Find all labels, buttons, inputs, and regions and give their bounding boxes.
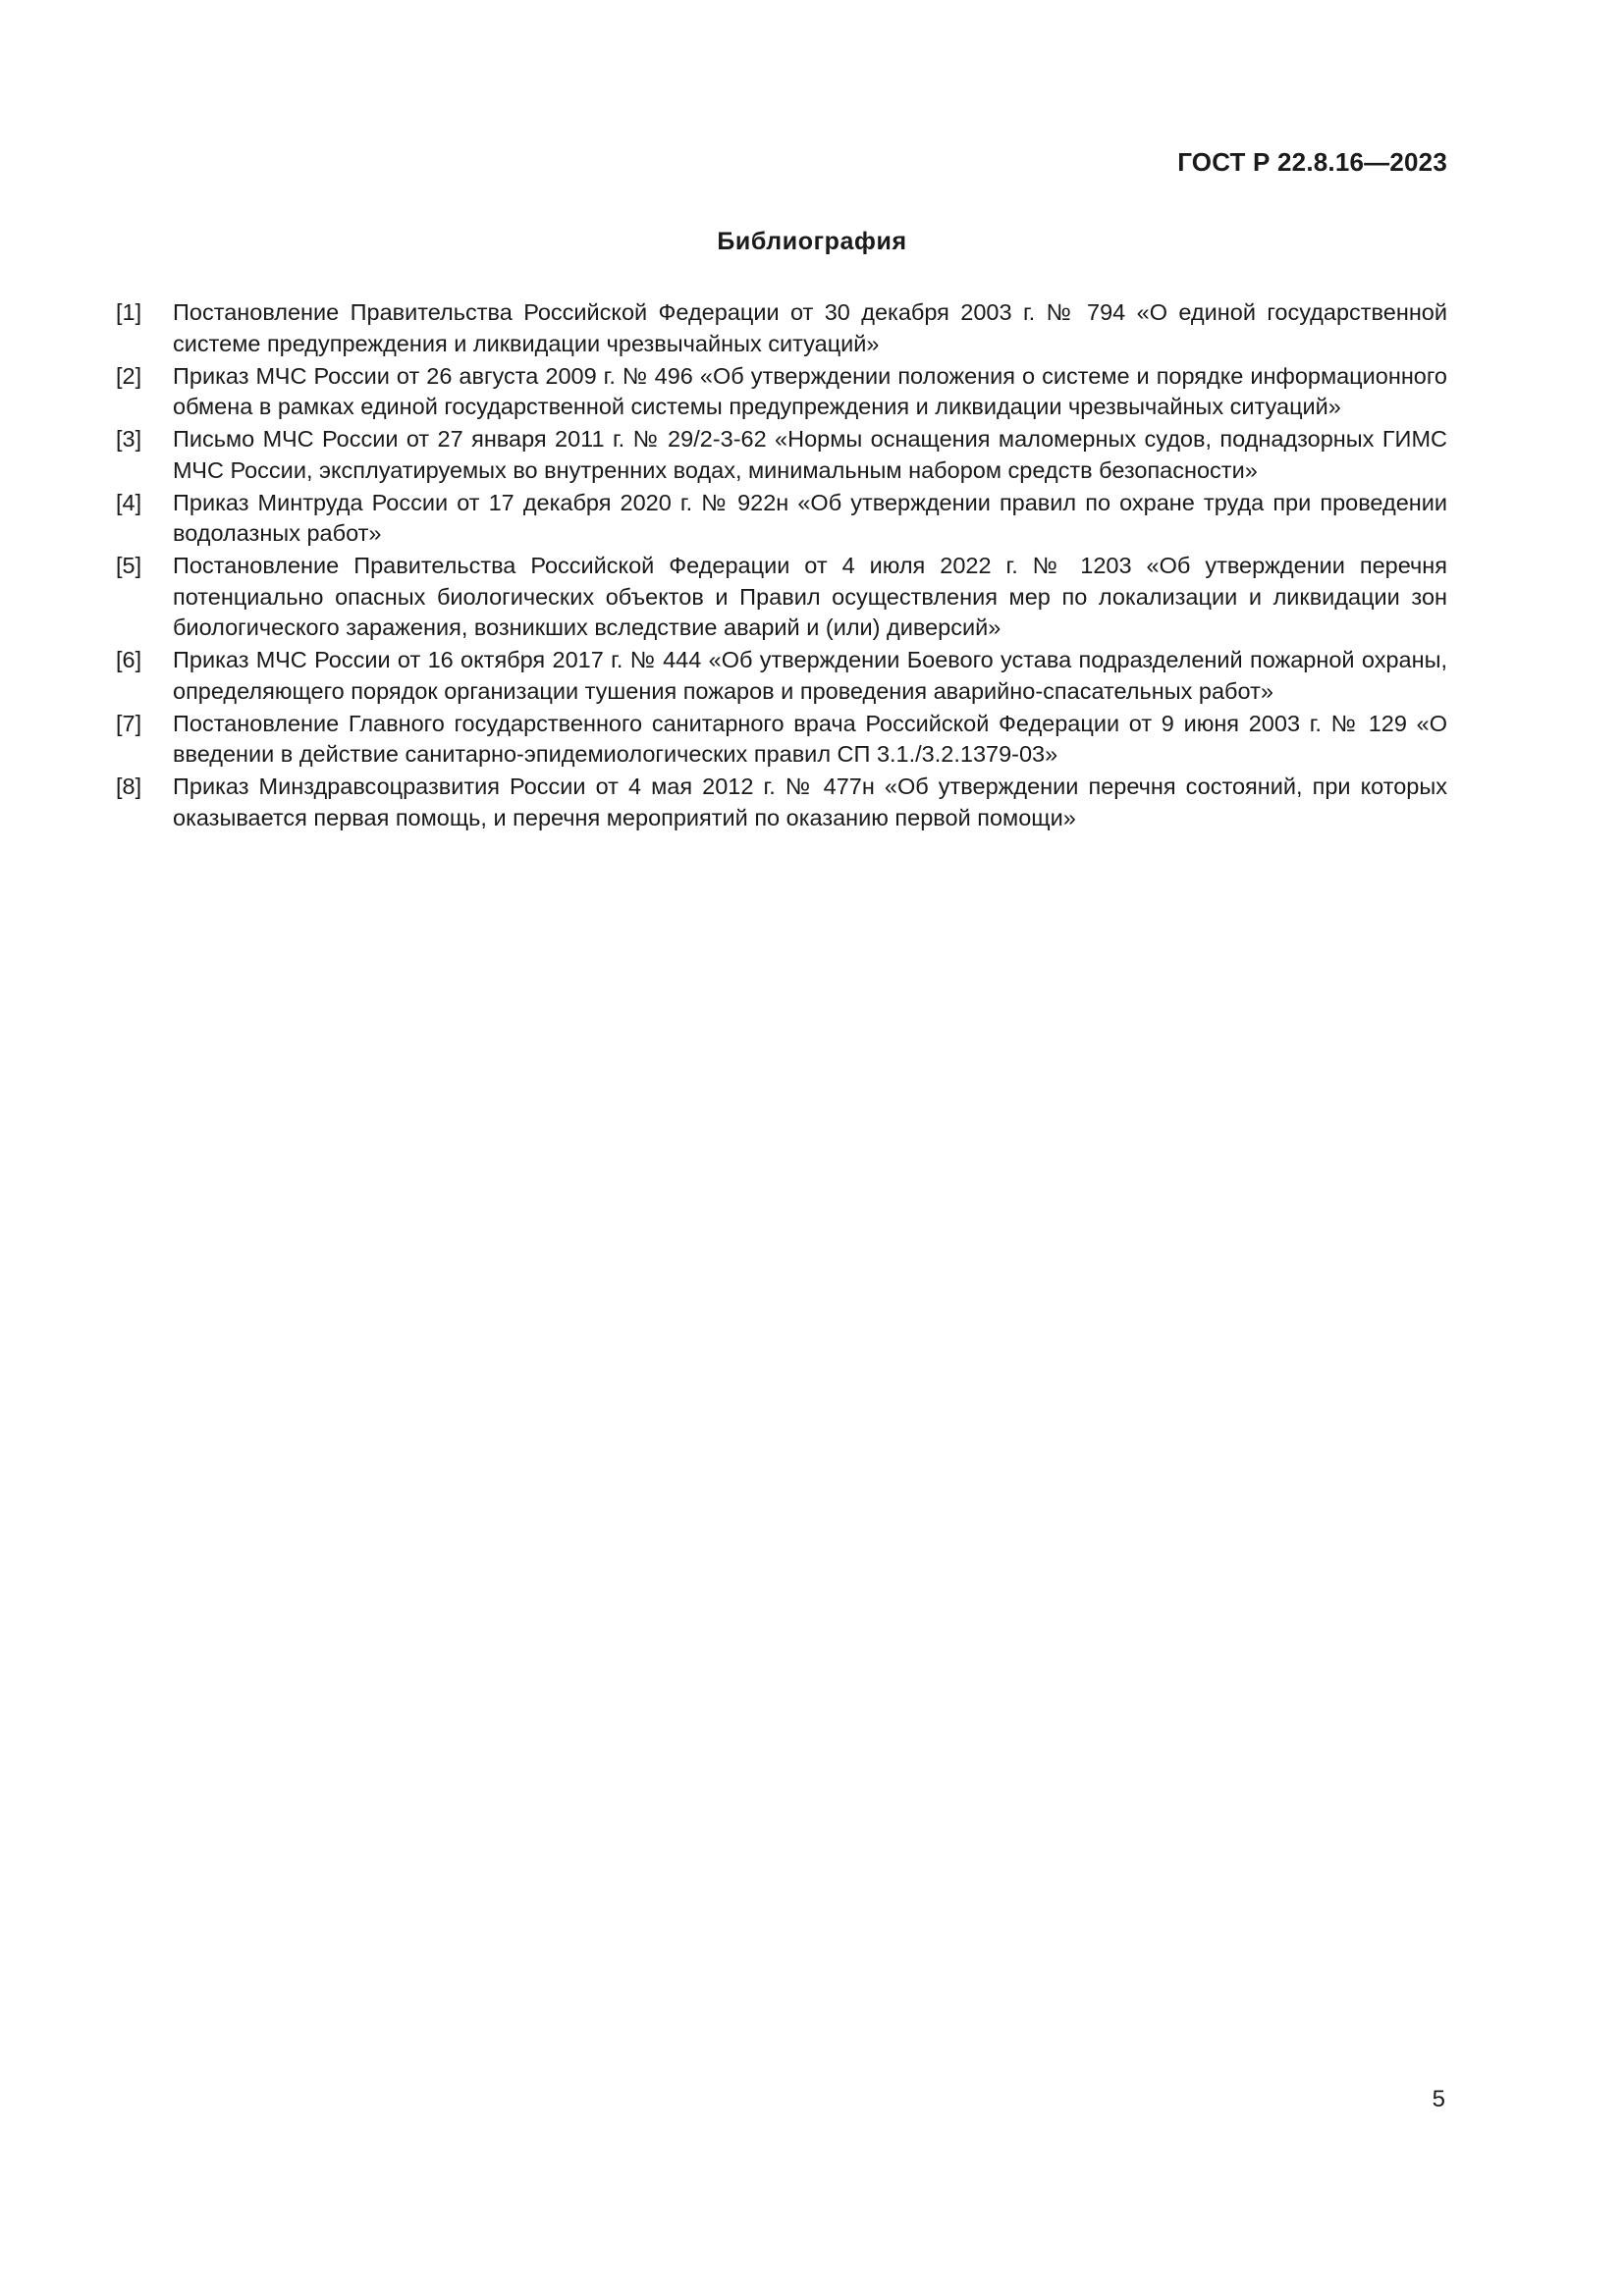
section-title: Библиография — [717, 228, 907, 255]
reference-number: [4] — [116, 489, 142, 515]
reference-number: [6] — [116, 647, 142, 672]
bibliography-item — [116, 551, 1447, 644]
reference-number: [5] — [116, 553, 142, 578]
reference-number: [7] — [116, 710, 142, 736]
bibliography-item — [116, 709, 1447, 771]
reference-text: Приказ Минздравсоцразвития России от 4 мая 2012 г. № 477н «Об утверждении перечня состояний, при которых оказывается первая помощь, и перечня мероприятий по оказанию первой помощи» — [173, 774, 1447, 830]
reference-number: [8] — [116, 774, 142, 799]
bibliography-item — [116, 361, 1447, 423]
reference-text: Постановление Главного государственного санитарного врача Российской Федерации от 9 июня 2003 г. № 129 «О введении в действие санитарно-эпидемиологических правил СП 3.1./3.2.1379-03» — [173, 710, 1447, 767]
reference-text: Приказ Минтруда России от 17 декабря 2020 г. № 922н «Об утверждении правил по охране труда при проведении водолазных работ» — [173, 489, 1447, 546]
document-code: ГОСТ Р 22.8.16—2023 — [1177, 147, 1447, 177]
bibliography-item — [116, 772, 1447, 833]
bibliography-item — [116, 424, 1447, 486]
bibliography-item — [116, 488, 1447, 550]
reference-number: [2] — [116, 362, 142, 389]
bibliography-list — [116, 297, 1447, 835]
reference-text: Постановление Правительства Российской Федерации от 30 декабря 2003 г. № 794 «О единой государственной системе предупреждения и ликвидации чрезвычайных ситуаций» — [173, 299, 1447, 356]
bibliography-item — [116, 645, 1447, 707]
reference-text: Приказ МЧС России от 16 октября 2017 г. № 444 «Об утверждении Боевого устава подразделений пожарной охраны, определяющего порядок организации тушения пожаров и проведения аварийно-спасательных работ» — [173, 647, 1447, 704]
page-number: 5 — [1432, 2086, 1445, 2112]
reference-text: Письмо МЧС России от 27 января 2011 г. № 29/2-3-62 «Нормы оснащения маломерных судов, поднадзорных ГИМС МЧС России, эксплуатируемых во внутренних водах, минимальным набором средств безопасности» — [173, 426, 1447, 483]
reference-text: Приказ МЧС России от 26 августа 2009 г. № 496 «Об утверждении положения о системе и порядке информационного обмена в рамках единой государственной системы предупреждения и ликвидации чрезвычайных ситуаций» — [173, 362, 1447, 419]
reference-text: Постановление Правительства Российской Федерации от 4 июля 2022 г. № 1203 «Об утверждении перечня потенциально опасных биологических объектов и Правил осуществления мер по локализации и ликвидации зон биологического заражения, возникших вследствие аварий и (или) диверсий» — [173, 553, 1447, 640]
reference-number: [3] — [116, 426, 142, 452]
bibliography-item — [116, 297, 1447, 359]
reference-number: [1] — [116, 299, 142, 325]
